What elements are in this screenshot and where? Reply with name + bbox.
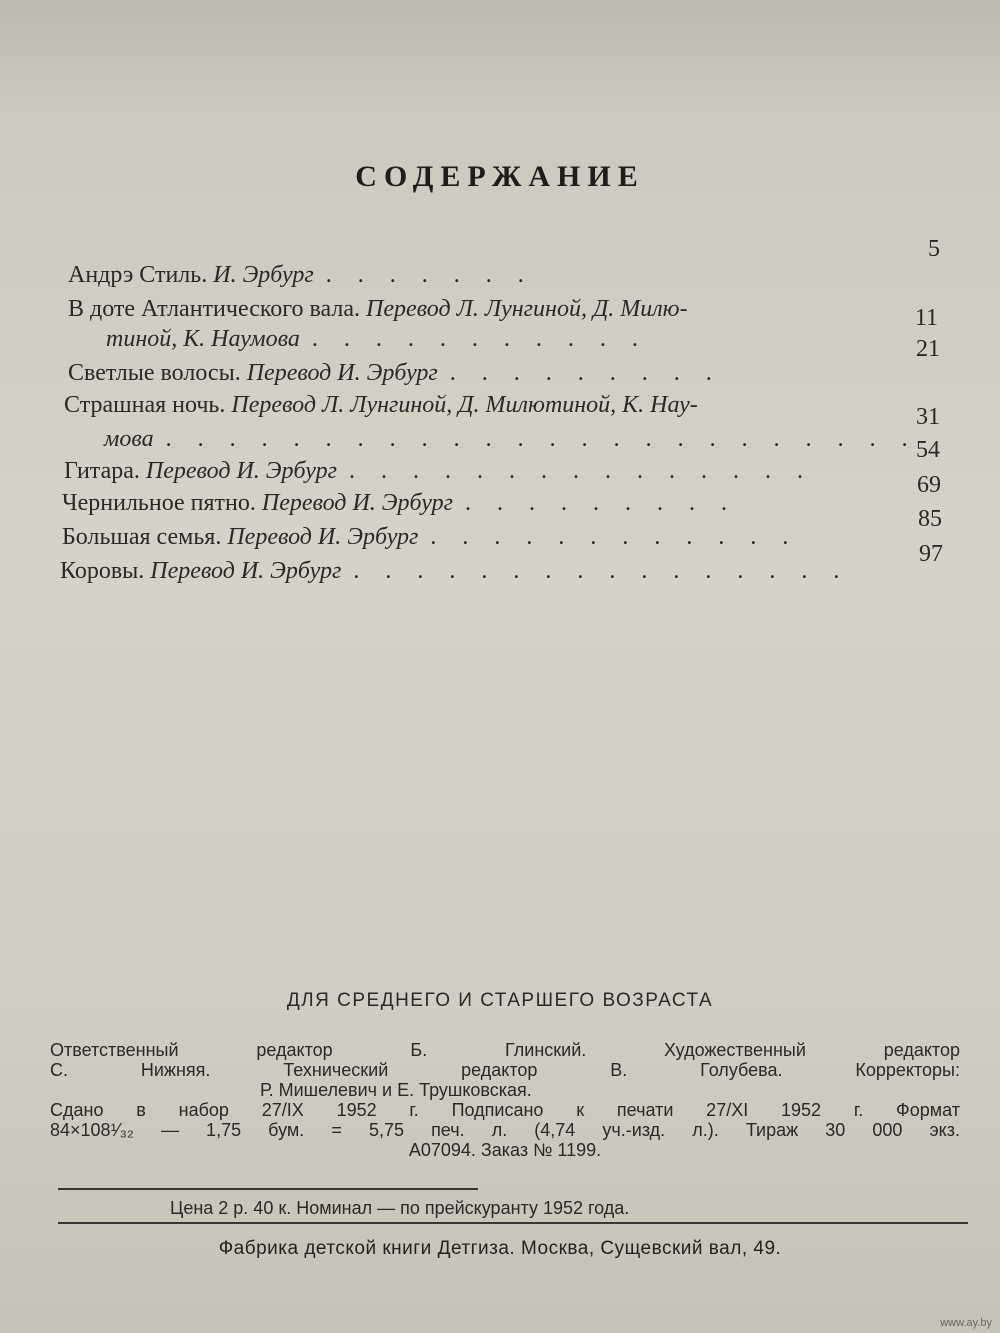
imprint-line: 84×108¹⁄₃₂ — 1,75 бум. = 5,75 печ. л. (4,74 уч.-изд. л.). Тираж 30 000 экз. [50, 1120, 960, 1140]
toc-translator: мова [104, 426, 154, 452]
imprint-line: С. Нижняя. Технический редактор В. Голубева. Корректоры: [50, 1060, 960, 1080]
toc-entry [64, 458, 813, 485]
toc-page-number: 85 [918, 506, 942, 532]
site-watermark: www.ay.by [940, 1317, 992, 1329]
toc-entry [104, 426, 918, 453]
toc-author: Чернильное пятно. [62, 490, 256, 516]
toc-translator: Перевод И. Эрбург [227, 524, 419, 550]
age-note: ДЛЯ СРЕДНЕГО И СТАРШЕГО ВОЗРАСТА [286, 990, 714, 1011]
toc-author: В доте Атлантического вала. [68, 296, 361, 322]
toc-author: Большая семья. [62, 524, 222, 550]
divider-rule [58, 1188, 478, 1190]
toc-leader: . . . . . . . . . . . . . . . . [353, 558, 850, 584]
toc-leader: . . . . . . . . . . . . . . . [348, 458, 813, 484]
contents-heading: СОДЕРЖАНИЕ [355, 160, 645, 193]
toc-page-number: 97 [919, 541, 943, 567]
toc-leader: . . . . . . . [325, 262, 534, 288]
toc-entry [62, 490, 737, 517]
toc-entry [68, 262, 534, 289]
toc-entry [106, 326, 648, 353]
imprint-line: А07094. Заказ № 1199. [408, 1140, 602, 1160]
toc-translator: Перевод И. Эрбург [145, 458, 337, 484]
imprint-line: Ответственный редактор Б. Глинский. Художественный редактор [50, 1040, 960, 1060]
divider-rule [58, 1222, 968, 1224]
toc-author: Гитара. [64, 458, 140, 484]
toc-translator: Перевод Л. Лунгиной, Д. Милю- [366, 296, 688, 322]
toc-page-number: 69 [917, 472, 941, 498]
toc-page-number: 5 [928, 236, 940, 262]
toc-page-number: 31 [916, 404, 940, 430]
toc-leader: . . . . . . . . . . . . [430, 524, 799, 550]
toc-author: Светлые волосы. [68, 360, 241, 386]
toc-entry [60, 558, 849, 585]
toc-author: Коровы. [60, 558, 145, 584]
printer-line: Фабрика детской книги Детгиза. Москва, Сущевский вал, 49. [218, 1238, 782, 1259]
toc-leader: . . . . . . . . . . . . . . . . . . . . . . . . [165, 426, 918, 452]
toc-translator: И. Эрбург [213, 262, 314, 288]
toc-page-number: 21 [916, 336, 940, 362]
toc-translator: Перевод И. Эрбург [246, 360, 438, 386]
imprint-block [50, 1040, 960, 1160]
toc-page-number: 11 [914, 305, 938, 331]
toc-entry [68, 296, 688, 323]
price-line: Цена 2 р. 40 к. Номинал — по прейскуранту 1952 года. [170, 1198, 630, 1218]
toc-translator: Перевод И. Эрбург [261, 490, 453, 516]
toc-translator: тиной, К. Наумова [106, 326, 300, 352]
toc-translator: Перевод И. Эрбург [150, 558, 342, 584]
toc-leader: . . . . . . . . . [464, 490, 737, 516]
toc-translator: Перевод Л. Лунгиной, Д. Милютиной, К. Нау- [231, 392, 698, 418]
toc-entry [68, 360, 722, 387]
toc-entry [64, 392, 698, 419]
imprint-line: Р. Мишелевич и Е. Трушковская. [260, 1080, 532, 1100]
toc-leader: . . . . . . . . . [449, 360, 722, 386]
imprint-line: Сдано в набор 27/IX 1952 г. Подписано к печати 27/XI 1952 г. Формат [50, 1100, 960, 1120]
toc-author: Андрэ Стиль. [68, 262, 208, 288]
table-of-contents [0, 0, 1000, 600]
toc-author: Страшная ночь. [64, 392, 226, 418]
toc-page-number: 54 [916, 437, 940, 463]
toc-leader: . . . . . . . . . . . [311, 326, 648, 352]
toc-entry [62, 524, 798, 551]
